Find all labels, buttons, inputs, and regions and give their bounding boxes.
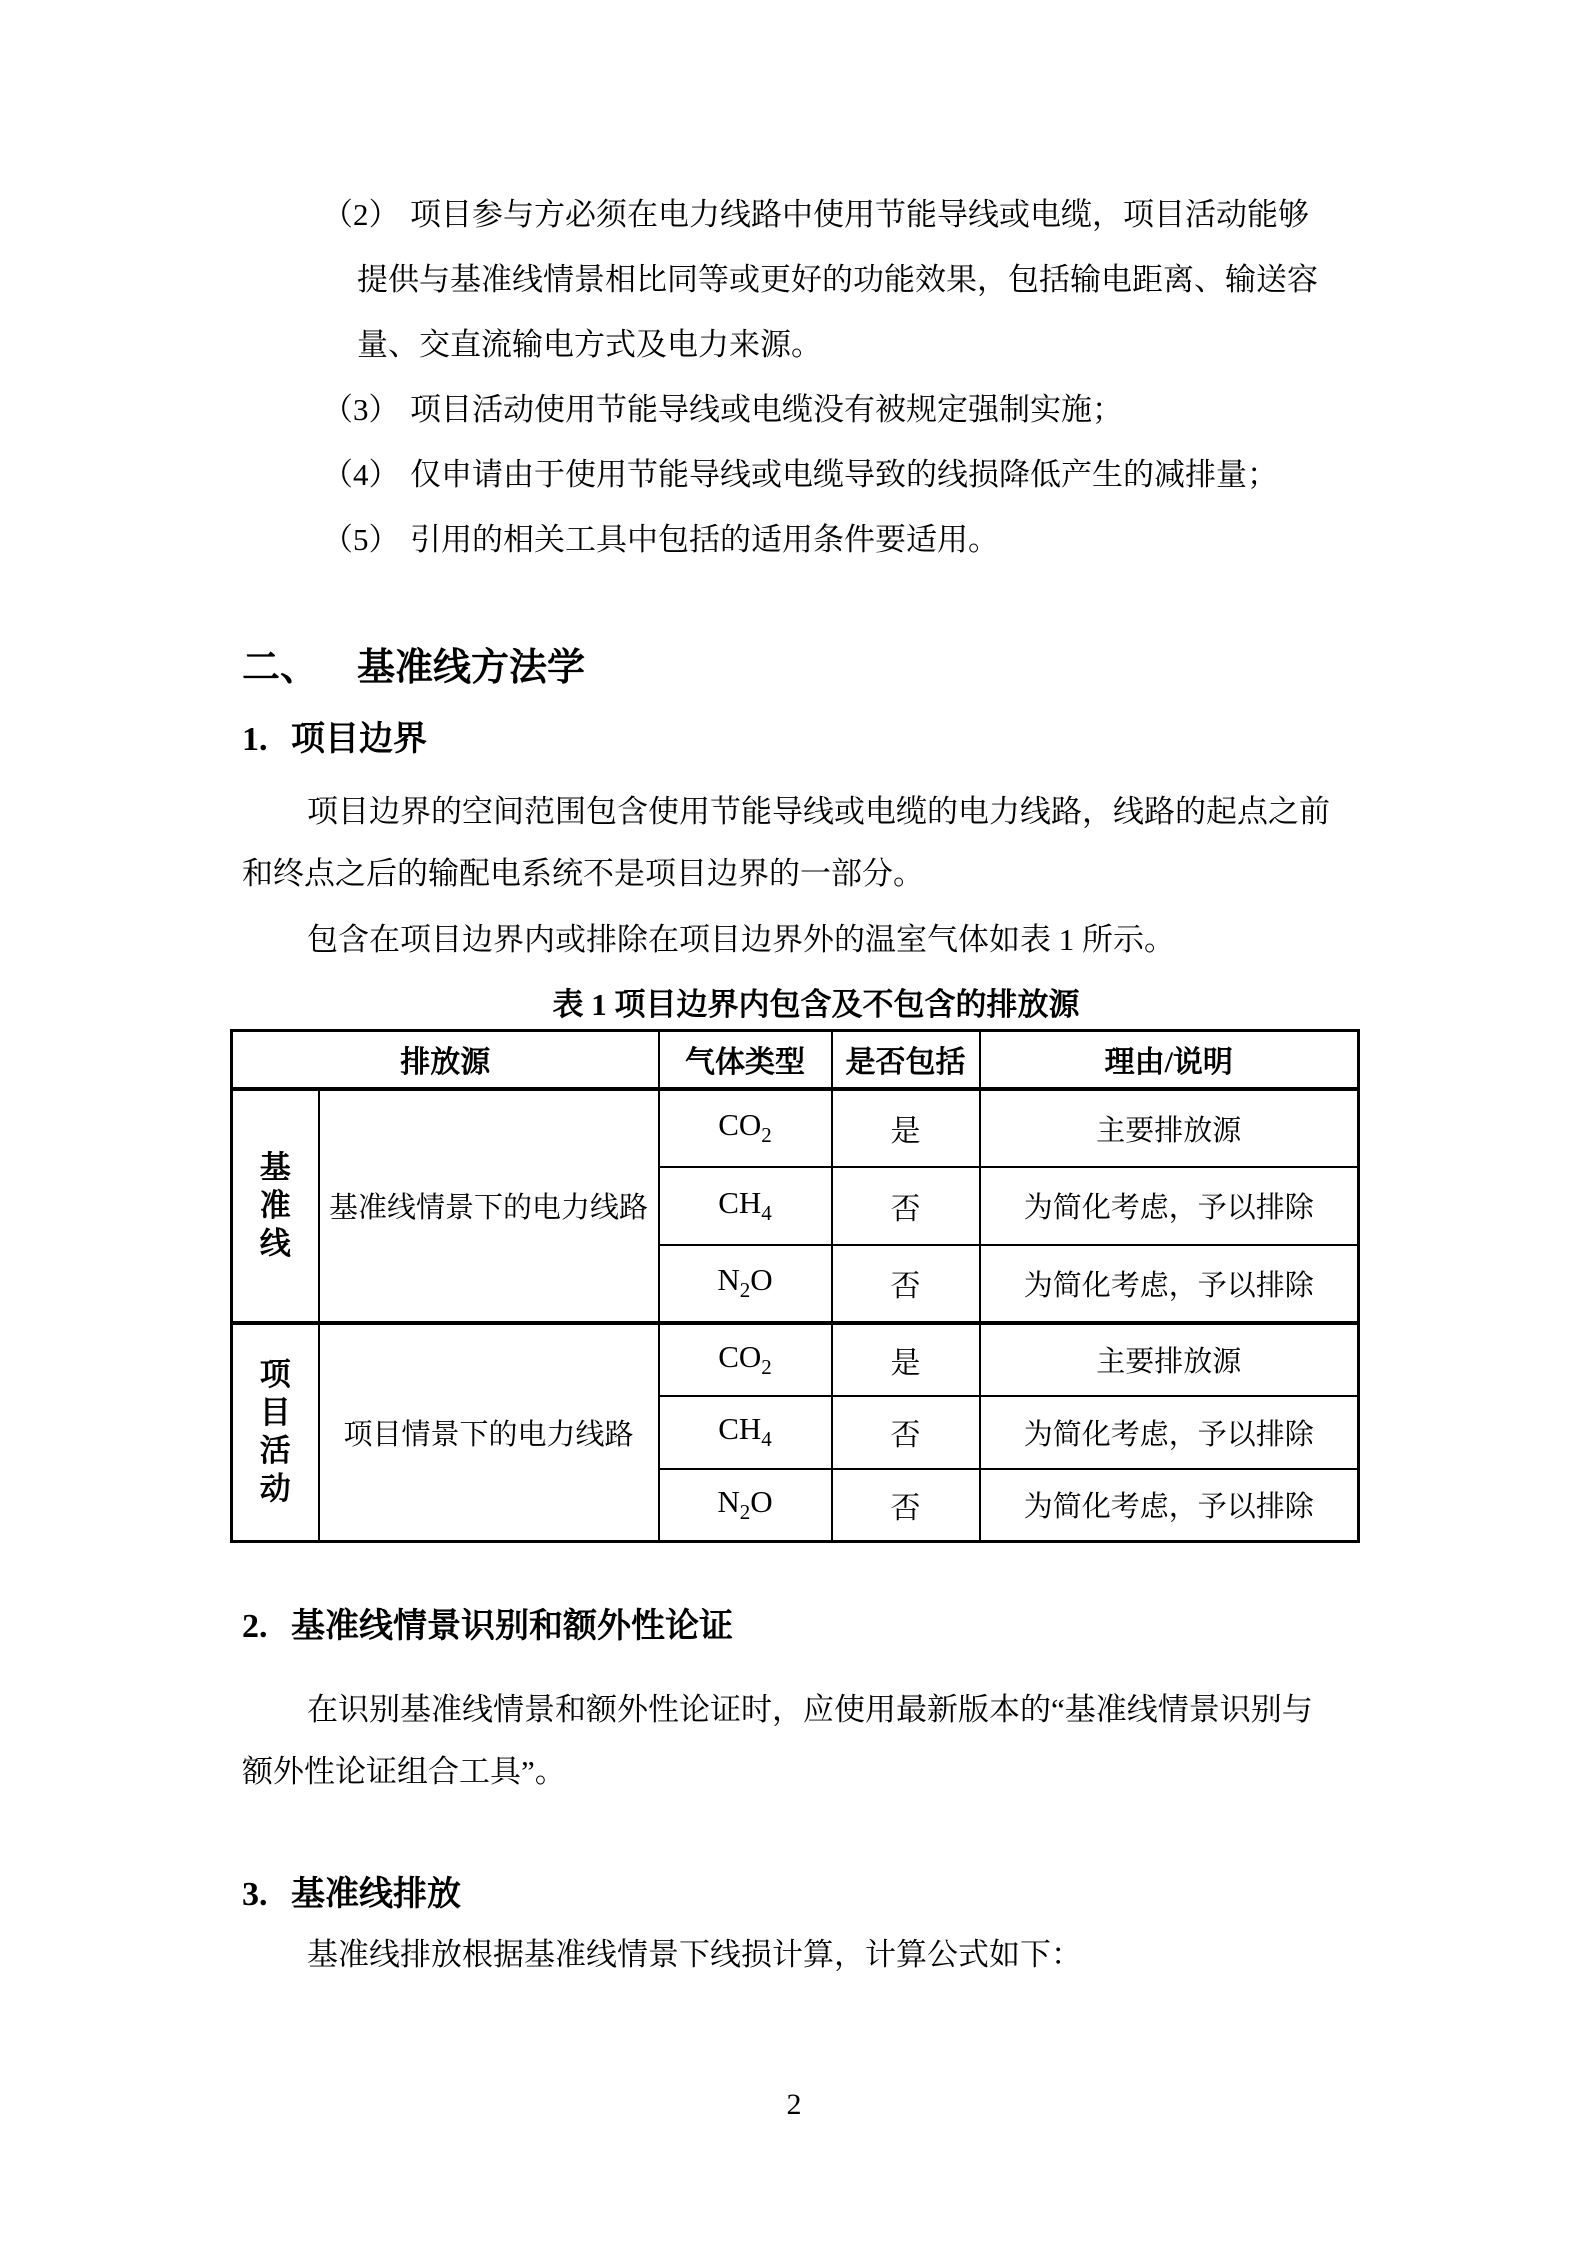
cell-reason: 为简化考虑，予以排除 — [980, 1469, 1359, 1542]
subsection-3-number: 3. — [242, 1876, 268, 1913]
cell-category-baseline — [232, 1089, 319, 1323]
list-item-4-line-1 — [242, 442, 1390, 507]
cell-included: 是 — [832, 1323, 980, 1396]
list-item-5-text: 引用的相关工具中包括的适用条件要适用。 — [410, 522, 999, 557]
emission-sources-table — [230, 1029, 1360, 1543]
cell-gas-n2o: $N_2O$ — [659, 1245, 832, 1323]
cell-gas-ch4: $CH_4$ — [659, 1167, 832, 1245]
cell-included: 否 — [832, 1167, 980, 1245]
subsection-heading-project-boundary — [242, 716, 1390, 764]
paragraph-gases: 包含在项目边界内或排除在项目边界外的温室气体如表 1 所示。 — [307, 922, 1175, 957]
cell-gas-ch4: $CH_4$ — [659, 1396, 832, 1469]
header-source: 排放源 — [232, 1031, 659, 1089]
cell-included: 否 — [832, 1245, 980, 1323]
table-row — [232, 1323, 1359, 1396]
cell-source-baseline: 基准线情景下的电力线路 — [319, 1089, 659, 1323]
list-item-2-line-1 — [242, 182, 1390, 247]
list-item-5-line-1 — [242, 507, 1390, 572]
header-reason: 理由/说明 — [980, 1031, 1359, 1089]
applicability-list — [242, 182, 1390, 572]
list-item-5-label: （5） — [322, 522, 400, 557]
cell-category-project — [232, 1323, 319, 1542]
paragraph-boundary-line-2: 和终点之后的输配电系统不是项目边界的一部分。 — [242, 856, 924, 891]
subsection-2-title: 基准线情景识别和额外性论证 — [291, 1608, 733, 1645]
paragraph-emissions: 基准线排放根据基准线情景下线损计算，计算公式如下： — [307, 1937, 1082, 1972]
table-caption: 表 1 项目边界内包含及不包含的排放源 — [552, 987, 1080, 1022]
table-header-row — [232, 1031, 1359, 1089]
subsection-3-title: 基准线排放 — [291, 1876, 461, 1913]
page-number: 2 — [786, 2088, 802, 2121]
subsection-2-number: 2. — [242, 1608, 268, 1645]
list-item-2-text: 项目参与方必须在电力线路中使用节能导线或电缆，项目活动能够 — [410, 197, 1309, 232]
section-title: 基准线方法学 — [357, 647, 586, 689]
header-included: 是否包括 — [832, 1031, 980, 1089]
section-number: 二、 — [242, 647, 319, 689]
cell-reason: 为简化考虑，予以排除 — [980, 1396, 1359, 1469]
category-baseline-text: 基准线 — [259, 1149, 291, 1261]
subsection-heading-baseline-emissions — [242, 1871, 1390, 1919]
cell-gas-n2o: $N_2O$ — [659, 1469, 832, 1542]
cell-included: 否 — [832, 1469, 980, 1542]
list-item-4-text: 仅申请由于使用节能导线或电缆导致的线损降低产生的减排量； — [410, 457, 1278, 492]
list-item-2-label: （2） — [322, 197, 400, 232]
list-item-3-line-1 — [242, 377, 1390, 442]
section-heading — [242, 642, 1390, 694]
subsection-heading-baseline-scenario — [242, 1603, 1390, 1651]
list-item-4-label: （4） — [322, 457, 400, 492]
list-item-2-line-2: 提供与基准线情景相比同等或更好的功能效果，包括输电距离、输送容 — [357, 262, 1318, 297]
cell-reason: 主要排放源 — [980, 1089, 1359, 1167]
list-item-3-text: 项目活动使用节能导线或电缆没有被规定强制实施； — [410, 392, 1123, 427]
cell-gas-co2: $CO_2$ — [659, 1323, 832, 1396]
subsection-1-number: 1. — [242, 721, 268, 758]
list-item-3-label: （3） — [322, 392, 400, 427]
table-row — [232, 1089, 1359, 1167]
list-item-2-line-3: 量、交直流输电方式及电力来源。 — [357, 327, 822, 362]
cell-gas-co2: $CO_2$ — [659, 1089, 832, 1167]
paragraph-boundary-line-1: 项目边界的空间范围包含使用节能导线或电缆的电力线路，线路的起点之前 — [307, 794, 1330, 829]
cell-included: 否 — [832, 1396, 980, 1469]
cell-reason: 主要排放源 — [980, 1323, 1359, 1396]
paragraph-scenario-line-2: 额外性论证组合工具”。 — [242, 1754, 566, 1789]
paragraph-scenario-line-1: 在识别基准线情景和额外性论证时，应使用最新版本的“基准线情景识别与 — [307, 1692, 1313, 1727]
cell-source-project: 项目情景下的电力线路 — [319, 1323, 659, 1542]
subsection-1-title: 项目边界 — [291, 721, 427, 758]
cell-reason: 为简化考虑，予以排除 — [980, 1245, 1359, 1323]
category-project-text: 项目活动 — [259, 1357, 291, 1507]
cell-included: 是 — [832, 1089, 980, 1167]
cell-reason: 为简化考虑，予以排除 — [980, 1167, 1359, 1245]
header-gas-type: 气体类型 — [659, 1031, 832, 1089]
